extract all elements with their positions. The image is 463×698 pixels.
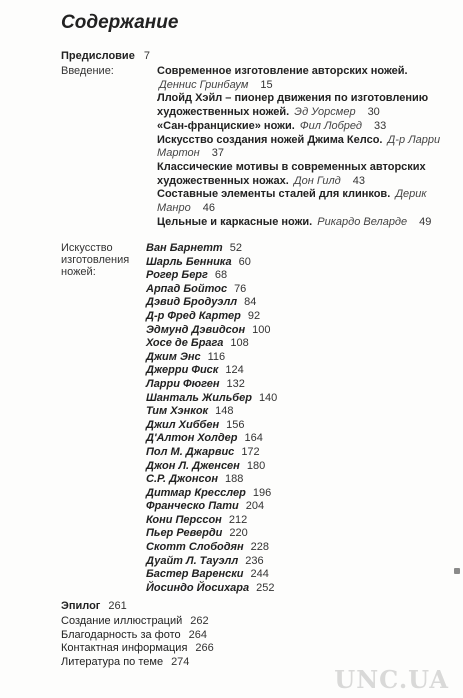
maker-name: С.Р. Джонсон <box>146 473 218 486</box>
maker-page: 68 <box>214 269 228 282</box>
maker-name: Ван Барнетт <box>146 242 223 254</box>
back-page: 274 <box>171 656 190 669</box>
maker-name: Д-р Фред Картер <box>146 309 241 322</box>
maker-name: Джил Хиббен <box>146 418 220 431</box>
intro-entry <box>157 92 441 119</box>
maker-name: Д'Алтон Холдер <box>146 432 238 445</box>
entry-author: Дерик Манро <box>157 188 427 215</box>
intro-entry <box>157 188 441 215</box>
maker-name: Пол М. Джарвис <box>146 445 235 458</box>
makers-section <box>61 242 441 595</box>
entry-title: Классические мотивы в современных авторских художественных ножах. <box>157 160 426 187</box>
back-entry <box>61 615 441 629</box>
maker-name: Дэвид Бродуэлл <box>146 296 238 309</box>
intro-entry <box>157 216 441 230</box>
back-page: 264 <box>188 628 207 641</box>
maker-page: 116 <box>207 350 226 363</box>
entry-author: Дон Гилд <box>293 174 341 187</box>
maker-entry <box>146 582 441 596</box>
maker-page: 172 <box>241 445 260 458</box>
maker-name: Тим Хэнкок <box>146 405 209 418</box>
maker-entry <box>146 310 441 324</box>
entry-title: Современное изготовление авторских ножей. <box>157 65 408 77</box>
intro-entry <box>157 161 441 188</box>
maker-name: Скотт Слободян <box>146 541 244 554</box>
maker-page: 100 <box>252 323 271 336</box>
maker-page: 236 <box>245 554 264 567</box>
maker-name: Джерри Фиск <box>146 364 219 377</box>
maker-entry <box>146 337 441 351</box>
maker-page: 244 <box>250 568 269 581</box>
maker-name: Пьер Реверди <box>146 527 223 540</box>
back-label: Создание иллюстраций <box>61 614 183 627</box>
maker-entry <box>146 487 441 501</box>
back-label: Контактная информация <box>61 642 188 655</box>
entry-author: Эд Уорсмер <box>294 106 356 119</box>
maker-entry <box>146 324 441 338</box>
maker-page: 140 <box>258 391 278 404</box>
maker-entry <box>146 541 441 555</box>
back-matter-list <box>61 600 441 670</box>
back-label: Литература по теме <box>61 656 164 669</box>
maker-name: Франческо Пати <box>146 500 239 513</box>
maker-entry <box>146 256 441 270</box>
intro-entry <box>157 120 441 134</box>
makers-label: Искусство изготовления ножей: <box>61 242 130 278</box>
back-page: 261 <box>108 600 127 612</box>
maker-name: Джим Энс <box>146 350 201 363</box>
entry-author: Фил Лобред <box>299 119 362 132</box>
maker-page: 212 <box>228 513 248 526</box>
maker-entry <box>146 283 441 297</box>
back-entry <box>61 642 441 656</box>
maker-page: 76 <box>234 282 247 295</box>
page-marker-dot <box>454 568 460 574</box>
entry-page: 46 <box>202 202 215 215</box>
back-page: 266 <box>195 642 214 655</box>
maker-page: 164 <box>244 432 263 445</box>
maker-name: Йосиндо Йосихара <box>146 581 250 594</box>
maker-entry <box>146 500 441 514</box>
maker-page: 124 <box>225 364 244 377</box>
maker-name: Бастер Варенски <box>146 568 244 581</box>
maker-page: 228 <box>250 541 270 554</box>
preface-label: Предисловие <box>61 50 135 62</box>
maker-name: Дуайт Л. Тауэлл <box>146 554 239 567</box>
entry-page: 43 <box>352 174 366 187</box>
maker-entry <box>146 378 441 392</box>
back-label: Эпилог <box>61 600 101 612</box>
preface-row <box>61 50 441 64</box>
entry-title: Цельные и каркасные ножи. <box>157 215 313 228</box>
entry-title: Составные элементы сталей для клинков. <box>157 188 391 201</box>
intro-entry <box>157 65 441 92</box>
maker-page: 60 <box>238 255 251 268</box>
intro-entry <box>157 134 441 161</box>
maker-entry <box>146 527 441 541</box>
entry-page: 37 <box>211 147 224 160</box>
maker-name: Джон Л. Дженсен <box>146 459 240 472</box>
back-entry <box>61 600 441 614</box>
maker-page: 52 <box>229 242 242 254</box>
entry-author: Д-р Ларри Мартон <box>157 133 441 160</box>
watermark: UNC.UA <box>334 665 449 694</box>
maker-entry <box>146 446 441 460</box>
maker-page: 188 <box>224 473 244 486</box>
intro-section <box>61 65 441 229</box>
maker-name: Ларри Фюген <box>146 377 220 390</box>
maker-entry <box>146 568 441 582</box>
entry-author: Рикардо Веларде <box>317 215 408 228</box>
maker-entry <box>146 432 441 446</box>
entry-page: 15 <box>260 78 273 91</box>
maker-entry <box>146 555 441 569</box>
entry-page: 33 <box>374 119 387 132</box>
intro-label: Введение: <box>61 65 114 77</box>
maker-name: Шанталь Жильбер <box>146 391 252 404</box>
maker-entry <box>146 351 441 365</box>
maker-entry <box>146 405 441 419</box>
maker-page: 252 <box>256 581 275 594</box>
maker-page: 156 <box>226 418 245 431</box>
maker-entry <box>146 364 441 378</box>
maker-entry <box>146 269 441 283</box>
entry-title: «Сан-франциские» ножи. <box>157 119 295 132</box>
maker-name: Рогер Берг <box>146 269 208 282</box>
maker-page: 204 <box>245 500 265 513</box>
maker-name: Дитмар Кресслер <box>146 486 246 499</box>
maker-name: Эдмунд Дэвидсон <box>146 323 246 336</box>
back-page: 262 <box>190 614 209 627</box>
makers-list <box>146 242 441 595</box>
intro-list <box>157 65 441 229</box>
maker-name: Хосе де Брага <box>146 337 224 350</box>
page-title: Содержание <box>61 12 179 33</box>
maker-name: Шарль Бенника <box>146 255 232 268</box>
maker-page: 220 <box>229 527 248 540</box>
maker-entry <box>146 296 441 310</box>
maker-page: 84 <box>244 296 257 309</box>
maker-name: Арпад Бойтос <box>146 282 228 295</box>
back-label: Благодарность за фото <box>61 628 181 641</box>
entry-title: Ллойд Хэйл – пионер движения по изготовлению художественных ножей. <box>157 92 429 119</box>
entry-page: 30 <box>367 106 380 119</box>
maker-page: 148 <box>215 405 234 418</box>
maker-page: 196 <box>252 486 272 499</box>
preface-page: 7 <box>143 50 150 62</box>
maker-entry <box>146 473 441 487</box>
maker-entry <box>146 392 441 406</box>
maker-page: 92 <box>247 309 261 322</box>
maker-page: 180 <box>246 459 266 472</box>
maker-entry <box>146 242 441 256</box>
entry-title: Искусство создания ножей Джима Келсо. <box>157 133 383 146</box>
maker-entry <box>146 514 441 528</box>
entry-page: 49 <box>419 215 432 228</box>
maker-entry <box>146 460 441 474</box>
maker-name: Кони Перссон <box>146 513 222 526</box>
maker-entry <box>146 419 441 433</box>
maker-page: 132 <box>226 377 245 390</box>
back-entry <box>61 629 441 643</box>
entry-author: Деннис Гринбаум <box>159 78 249 91</box>
maker-page: 108 <box>230 337 249 350</box>
